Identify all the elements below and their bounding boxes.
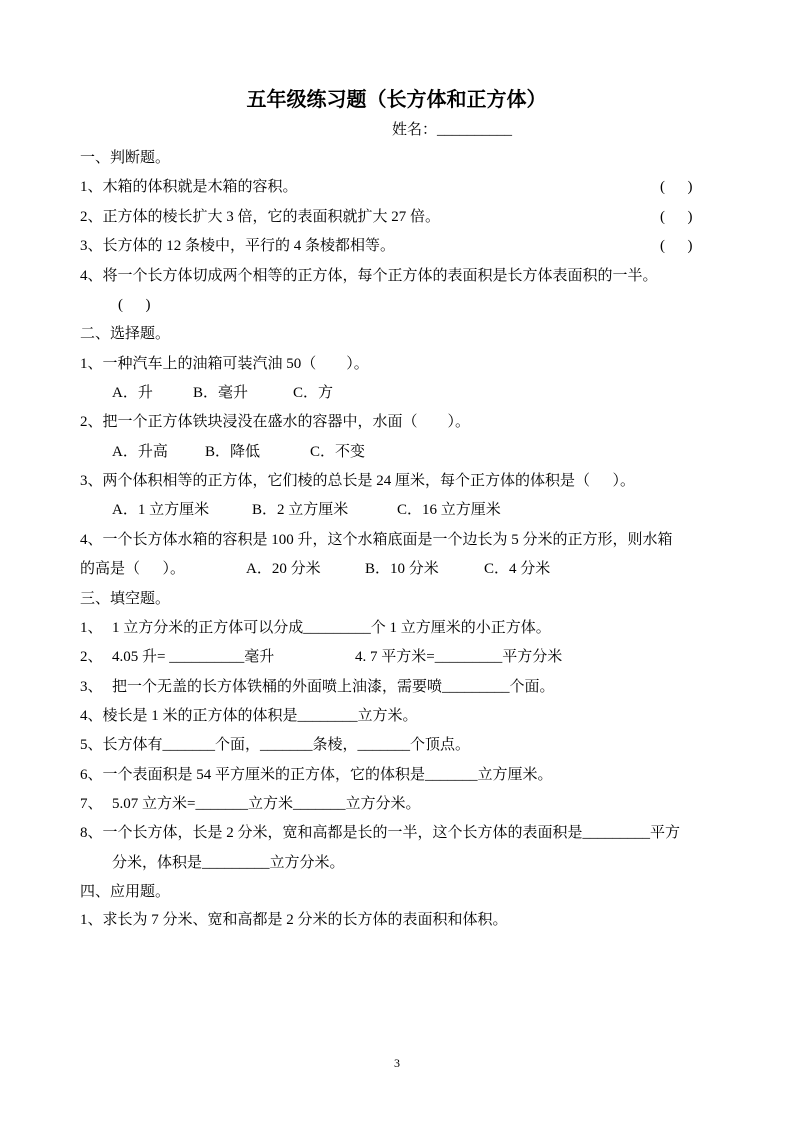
apply-heading: 四、应用题。 (80, 884, 171, 900)
judge-item-3 (80, 236, 395, 256)
fill-item-1-number: 1、 (80, 620, 103, 636)
student-name-line (392, 120, 512, 140)
judge-answer-3: ( ) (660, 238, 693, 254)
choice-1-option-b: B．毫升 (193, 385, 249, 401)
choice-4-option-a: A．20 分米 (246, 561, 321, 577)
item-text: 一个长方体，长是 2 分米，宽和高都是长的一半，这个长方体的表面积是_________平方 (102, 825, 681, 841)
item-text: 长方体的 12 条棱中，平行的 4 条棱都相等。 (102, 238, 396, 254)
choice-4-option-c: C．4 分米 (484, 561, 551, 577)
item-text: 两个体积相等的正方体，它们棱的总长是 24 厘米，每个正方体的体积是（ ）。 (102, 473, 636, 489)
item-number: 4、 (80, 532, 103, 548)
judge-answer-1: ( ) (660, 179, 693, 195)
fill-item-3-text: 把一个无盖的长方体铁桶的外面喷上油漆，需要喷_________个面。 (112, 679, 555, 695)
item-number: 1、 (80, 179, 103, 195)
item-text: 把一个正方体铁块浸没在盛水的容器中，水面（ ）。 (102, 414, 471, 430)
fill-item-8-continued: 分米，体积是_________立方分米。 (112, 855, 345, 871)
item-number: 4、 (80, 708, 103, 724)
choice-item-4-continued: 的高是（ ）。 (80, 561, 186, 577)
item-number: 1、 (80, 912, 103, 928)
item-text: 将一个长方体切成两个相等的正方体，每个正方体的表面积是长方体表面积的一半。 (102, 268, 658, 284)
fill-item-1-text: 1 立方分米的正方体可以分成_________个 1 立方厘米的小正方体。 (112, 620, 551, 636)
choice-2-option-c: C．不变 (310, 444, 366, 460)
apply-item-1 (80, 910, 508, 930)
item-text: 长方体有_______个面，_______条棱，_______个顶点。 (102, 737, 471, 753)
judge-answer-4: ( ) (118, 297, 151, 313)
judge-answer-2: ( ) (660, 209, 693, 225)
item-text: 棱长是 1 米的正方体的体积是________立方米。 (102, 708, 418, 724)
fill-item-4 (80, 706, 418, 726)
item-number: 1、 (80, 356, 103, 372)
choice-item-4 (80, 530, 673, 550)
student-name-blank: __________ (437, 122, 513, 138)
choice-2-option-a: A．升高 (112, 444, 168, 460)
choice-1-option-a: A．升 (112, 385, 153, 401)
fill-item-2-number: 2、 (80, 649, 103, 665)
item-number: 4、 (80, 268, 103, 284)
item-text: 正方体的棱长扩大 3 倍，它的表面积就扩大 27 倍。 (102, 209, 441, 225)
fill-item-7-text: 5.07 立方米=_______立方米_______立方分米。 (112, 796, 421, 812)
item-number: 3、 (80, 473, 103, 489)
judge-item-4 (80, 266, 658, 286)
item-number: 6、 (80, 767, 103, 783)
choice-item-3 (80, 471, 635, 491)
fill-item-6 (80, 765, 553, 785)
fill-item-3-number: 3、 (80, 679, 103, 695)
fill-item-7-number: 7、 (80, 796, 103, 812)
choice-item-1 (80, 354, 369, 374)
item-number: 2、 (80, 209, 103, 225)
choice-heading: 二、选择题。 (80, 326, 171, 342)
choice-4-option-b: B．10 分米 (365, 561, 439, 577)
item-text: 一种汽车上的油箱可装汽油 50（ ）。 (102, 356, 369, 372)
choice-2-option-b: B．降低 (205, 444, 261, 460)
item-text: 一个表面积是 54 平方厘米的正方体，它的体积是_______立方厘米。 (102, 767, 553, 783)
choice-item-2 (80, 412, 470, 432)
item-number: 5、 (80, 737, 103, 753)
choice-3-option-c: C．16 立方厘米 (397, 502, 501, 518)
choice-3-option-a: A．1 立方厘米 (112, 502, 210, 518)
item-number: 8、 (80, 825, 103, 841)
judge-item-1 (80, 177, 298, 197)
judge-heading: 一、判断题。 (80, 150, 171, 166)
fill-item-2-text: 4.05 升= __________毫升 (112, 649, 275, 665)
choice-1-option-c: C．方 (293, 385, 334, 401)
item-text: 求长为 7 分米、宽和高都是 2 分米的长方体的表面积和体积。 (102, 912, 508, 928)
fill-item-8 (80, 823, 680, 843)
judge-item-2 (80, 207, 440, 227)
item-text: 木箱的体积就是木箱的容积。 (102, 179, 298, 195)
page-number: 3 (394, 1056, 400, 1070)
fill-heading: 三、填空题。 (80, 591, 171, 607)
worksheet-title: 五年级练习题（长方体和正方体） (246, 89, 547, 111)
fill-item-2-text-second: 4. 7 平方米=_________平方分米 (355, 649, 563, 665)
choice-3-option-b: B．2 立方厘米 (252, 502, 349, 518)
item-number: 3、 (80, 238, 103, 254)
fill-item-5 (80, 735, 470, 755)
item-text: 一个长方体水箱的容积是 100 升，这个水箱底面是一个边长为 5 分米的正方形，则水箱 (102, 532, 673, 548)
student-name-label: 姓名： (392, 122, 438, 138)
item-number: 2、 (80, 414, 103, 430)
